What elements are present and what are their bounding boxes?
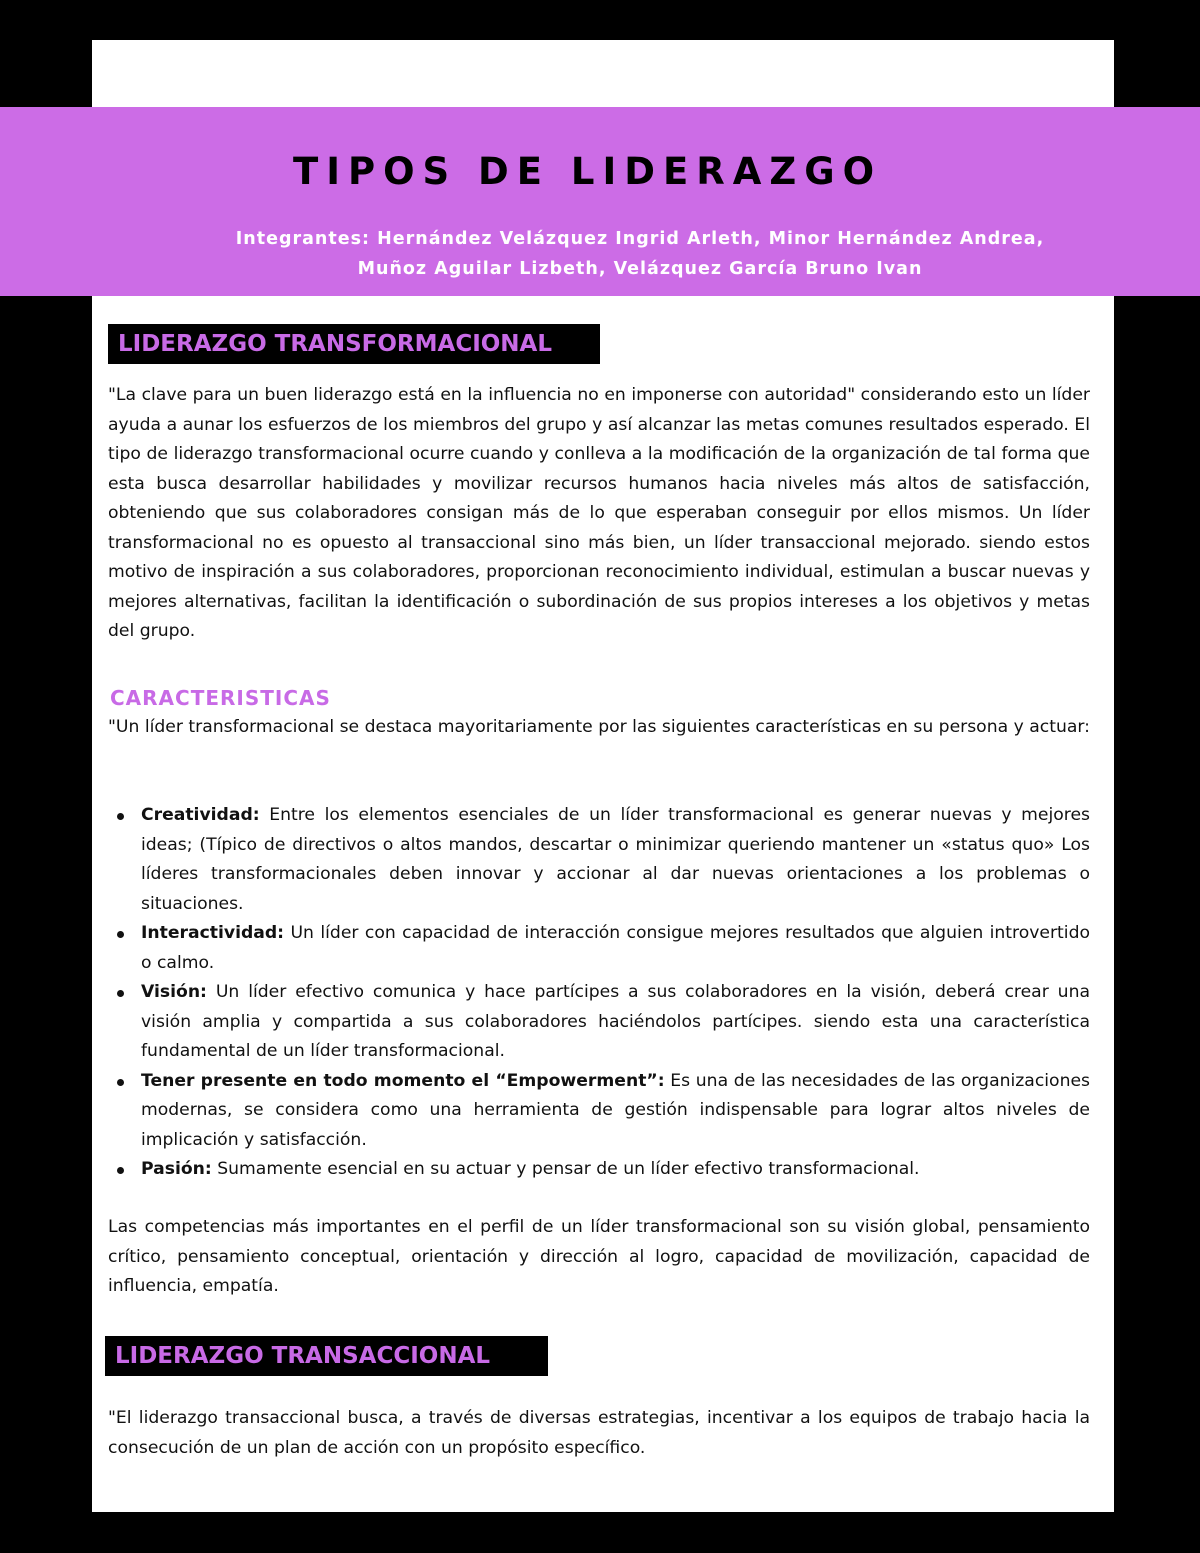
feature-text: Un líder con capacidad de interacción consigue mejores resultados que alguien introvertido o calmo. <box>141 923 1090 973</box>
list-item <box>141 978 1090 1067</box>
feature-term: Visión: <box>141 982 207 1002</box>
bullet-icon <box>117 1167 124 1174</box>
list-item <box>141 919 1090 978</box>
section-heading-transformacional: LIDERAZGO TRANSFORMACIONAL <box>108 324 600 364</box>
transaccional-intro: "El liderazgo transaccional busca, a través de diversas estrategias, incentivar a los equipos de trabajo hacia la consecución de un plan de acción con un propósito específico. <box>108 1408 1090 1458</box>
characteristics-heading: CARACTERISTICAS <box>110 686 331 710</box>
document-title: TIPOS DE LIDERAZGO <box>292 150 883 193</box>
list-item <box>141 801 1090 919</box>
transformacional-intro: "La clave para un buen liderazgo está en la influencia no en imponerse con autoridad" considerando esto un líder ayuda a aunar los esfuerzos de los miembros del grupo y así alcanzar las metas comunes resultados esperado. El tipo de liderazgo transformacional ocurre cuando y conlleva a la modificación de la organización de tal forma que esta busca desarrollar habilidades y movilizar recursos humanos hacia niveles más altos de satisfacción, obteniendo que sus colaboradores consigan más de lo que esperaban conseguir por ellos mismos. Un líder transformacional no es opuesto al transaccional sino más bien, un líder transaccional mejorado. siendo estos motivo de inspiración a sus colaboradores, proporcionan reconocimiento individual, estimulan a buscar nuevas y mejores alternativas, facilitan la identificación o subordinación de sus propios intereses a los objetivos y metas del grupo. <box>108 385 1090 641</box>
section-heading-transaccional: LIDERAZGO TRANSACCIONAL <box>105 1336 548 1376</box>
feature-text: Un líder efectivo comunica y hace partícipes a sus colaboradores en la visión, deberá crear una visión amplia y compartida a sus colaboradores haciéndolos partícipes. siendo esta una característica fundamental de un líder transformacional. <box>141 982 1090 1061</box>
feature-term: Creatividad: <box>141 805 260 825</box>
feature-text: Entre los elementos esenciales de un líder transformacional es generar nuevas y mejores ideas; (Típico de directivos o altos mandos, descartar o minimizar queriendo mantener un «status quo» Los líderes transformacionales deben innovar y accionar al dar nuevas orientaciones a los problemas o situaciones. <box>141 805 1090 914</box>
bullet-icon <box>117 813 124 820</box>
characteristics-intro: "Un líder transformacional se destaca mayoritariamente por las siguientes características en su persona y actuar: <box>108 717 1090 737</box>
list-item <box>141 1067 1090 1156</box>
feature-term: Interactividad: <box>141 923 285 943</box>
feature-term: Tener presente en todo momento el “Empowerment”: <box>141 1070 665 1091</box>
bullet-icon <box>117 931 124 938</box>
bullet-icon <box>117 1079 124 1086</box>
members-line-1: Integrantes: Hernández Velázquez Ingrid Arleth, Minor Hernández Andrea, <box>235 229 1045 249</box>
members-list <box>200 224 1080 284</box>
feature-text: Sumamente esencial en su actuar y pensar de un líder efectivo transformacional. <box>211 1159 920 1179</box>
characteristics-list <box>108 801 1090 1185</box>
feature-text: Es una de las necesidades de las organizaciones modernas, se considera como una herramienta de gestión indispensable para lograr altos niveles de implicación y satisfacción. <box>141 1070 1090 1150</box>
competencias-paragraph: Las competencias más importantes en el perfil de un líder transformacional son su visión global, pensamiento crítico, pensamiento conceptual, orientación y dirección al logro, capacidad de movilización, capacidad de influencia, empatía. <box>108 1217 1090 1296</box>
list-item <box>141 1155 1090 1185</box>
members-line-2: Muñoz Aguilar Lizbeth, Velázquez García Bruno Ivan <box>357 259 923 279</box>
bullet-icon <box>117 990 124 997</box>
feature-term: Pasión: <box>141 1159 212 1179</box>
